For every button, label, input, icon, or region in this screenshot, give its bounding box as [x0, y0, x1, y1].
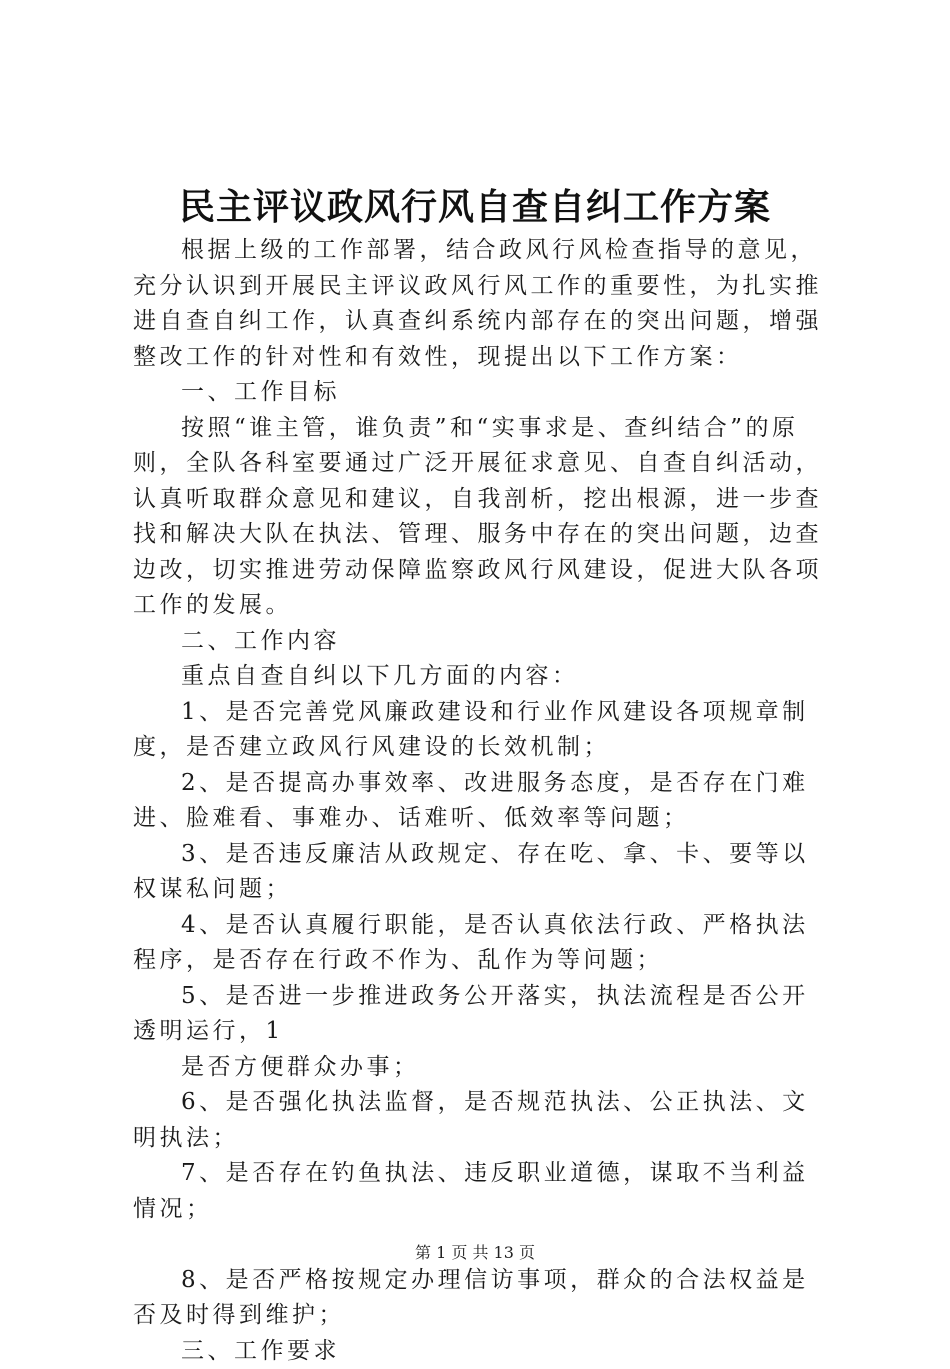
list-item-5-continued: 是否方便群众办事；: [133, 1050, 833, 1086]
list-item-3: 3、是否违反廉洁从政规定、存在吃、拿、卡、要等以权谋私问题；: [133, 837, 833, 908]
heading-content: 二、工作内容: [133, 624, 833, 660]
document-title: 民主评议政风行风自查自纠工作方案: [0, 183, 950, 233]
document-body: [133, 233, 833, 1369]
list-item-6: 6、是否强化执法监督，是否规范执法、公正执法、文明执法；: [133, 1085, 833, 1156]
list-item-8: 8、是否严格按规定办理信访事项，群众的合法权益是否及时得到维护；: [133, 1263, 833, 1334]
paragraph-intro: 根据上级的工作部署，结合政风行风检查指导的意见，充分认识到开展民主评议政风行风工作的重要性，为扎实推进自查自纠工作，认真查纠系统内部存在的突出问题，增强整改工作的针对性和有效性，现提出以下工作方案：: [133, 233, 833, 375]
list-item-5: 5、是否进一步推进政务公开落实，执法流程是否公开透明运行，1: [133, 979, 833, 1050]
heading-requirements: 三、工作要求: [133, 1334, 833, 1369]
list-item-1: 1、是否完善党风廉政建设和行业作风建设各项规章制度，是否建立政风行风建设的长效机制；: [133, 695, 833, 766]
paragraph-content-intro: 重点自查自纠以下几方面的内容：: [133, 659, 833, 695]
list-item-7: 7、是否存在钓鱼执法、违反职业道德，谋取不当利益情况；: [133, 1156, 833, 1227]
list-item-4: 4、是否认真履行职能，是否认真依法行政、严格执法程序，是否存在行政不作为、乱作为等问题；: [133, 908, 833, 979]
page-footer: 第 1 页 共 13 页: [0, 1242, 950, 1264]
paragraph-goals: 按照“谁主管，谁负责”和“实事求是、查纠结合”的原则，全队各科室要通过广泛开展征求意见、自查自纠活动，认真听取群众意见和建议，自我剖析，挖出根源，进一步查找和解决大队在执法、管理、服务中存在的突出问题，边查边改，切实推进劳动保障监察政风行风建设，促进大队各项工作的发展。: [133, 411, 833, 624]
list-item-2: 2、是否提高办事效率、改进服务态度，是否存在门难进、脸难看、事难办、话难听、低效率等问题；: [133, 766, 833, 837]
heading-goals: 一、工作目标: [133, 375, 833, 411]
